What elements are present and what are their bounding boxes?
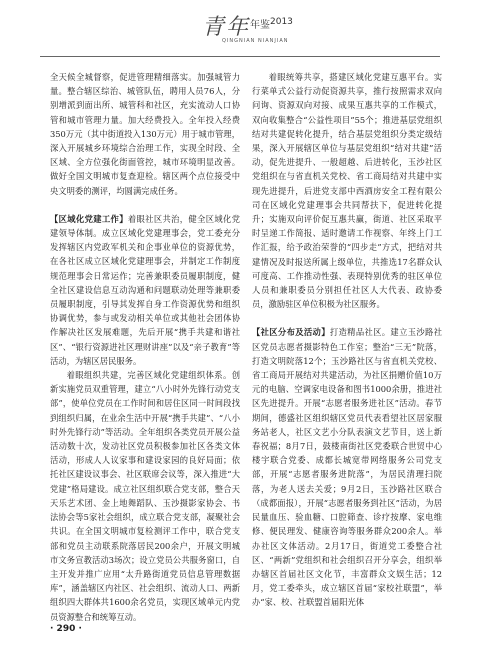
section-title: 【区域化党建工作】 [50, 213, 128, 224]
header-divider [40, 56, 440, 57]
spacer [252, 311, 442, 325]
left-column [50, 70, 240, 624]
page-header [0, 0, 480, 58]
section-title: 【社区分布及活动】 [252, 327, 330, 338]
page-number: · 290 · [50, 624, 82, 634]
paragraph: 着眼统筹共享，搭建区域化党建互惠平台。实行菜单式公益行动促资源共享，推行按照需求双向问询、资源双向对接、成果互惠共享的工作模式，双向收集整合“公益性项目”55个；推进基层党组织结对共建促转化提升，结合基层党组织分类定级结果，深入开展辖区单位与基层党组织“结对共建”活动，促先进提升、一般超越、后进转化，玉沙社区党组织在与省直机关党校、省工商局结对共建中实现先进提升，后进党支部中西酒房安全工程有限公司在区域化党建理事会共同帮扶下，促进转化提升；实施双向评价促互惠共赢，街道、社区采取平时呈递工作简报、适时邀请工作视察、年终上门工作汇报，给予政治荣誉的“四步走”方式，把结对共建情况及时报送所属上级单位，共推选17名群众认可度高、工作推动性强、表现特别优秀的驻区单位人员和兼职委员分别担任社区人大代表、政协委员，激励驻区单位积极为社区服务。 [252, 72, 442, 310]
section-paragraph [50, 212, 240, 368]
spacer [50, 198, 240, 212]
logo-english: QINGNIAN NIANJIAN [222, 38, 289, 44]
logo-title: 青年 [202, 15, 251, 40]
paragraph: 全天候全城督察，促进管理精细落实。加强城管力量。整合辖区综治、城管队伍，聘用人员76人，分别增派到面出所、城管科和社区，充实流动人口协管和城市管理力量。加大经费投入。全年投入经费350万元（其中街道投入130万元）用于城市管理，深入开展城乡环境综合治理工作，实现全时段、全区域、全方位强化街面管控，城市环境明显改善。做好全国文明城市复查迎检。辖区两个点位接受中央文明委的测评，均圆满完成任务。 [50, 72, 240, 196]
logo-suffix: 年鉴 [250, 20, 270, 31]
paragraph: 着眼组织共建，完善区域化党建组织体系。创新实施党员双重管理，建立“八小时外先锋行动党支部”，使单位党员在工作时间和居住区同一时间段找到组织归属，在业余生活中开展“携手共建”、“八小时外先锋行动”等活动。全年组织各类党员开展公益活动数十次，发动社区党员积极参加社区各类文体活动，形成人人议家事和建设家园的良好局面；依托社区建设议事会、社区联席会议等，深入推进“大党建”格局建设。成立社区组织联合党支部，整合天天乐艺术团、金上地舞蹈队、玉沙摄影家协会、书法协会等5家社会组织，成立联合党支部，凝聚社会共识。在全国文明城市复检测评工作中，联合党支部和党员主动联系院落居民200余户，开展文明城市文务宣教活动3场次；设立党员公共服务窗口，自主开发并推广应用“太升路街道党员信息管理数据库”，涵盖辖区内社区、社会组织、流动人口、两新组织四大群体共1600余名党员，实现区域单元内党员资源整合和统筹互动。 [50, 370, 240, 622]
paragraph-text: 打造精品社区。建立玉沙路社区党员志愿者摄影特色工作室；整治“三无”院落，打造文明院落12个；玉沙路社区与省直机关党校、省工商局开展结对共建活动，为社区捐赠价值10万元的电脑、空调家电设备和图书1000余册，推进社区先进提升。开展“志愿者服务进社区”活动。春节期间，德盛社区组织辖区党员代表看望社区居家服务站老人，社区文艺小分队表演文艺节目，送上新春祝福；8月7日，鼓楼南街社区党委联合世贸中心楼宇联合党委、成都长城宽带网络服务公司党支部，开展“志愿者服务进院落”，为居民清理扫院落，为老人送去关爱；9月2日，玉沙路社区联合（成都面报），开展“志愿者服务到社区”活动，为居民量血压、验血糖、口腔筛查、诊疗按摩、家电维修、便民理发、健康咨询等服务群众200余人。举办社区文体活动。2月17日，街道党工委整合社区、“两新”党组织和社会组织召开分享会，组织举办辖区首届社区文化节，丰富群众文娱生活；12月，党工委牵头，成立辖区首届“家校社联盟”，举办“家、校、社联盟首届阳光体 [252, 327, 442, 608]
right-column [252, 70, 442, 610]
logo-year: 2013 [270, 17, 293, 27]
section-paragraph [252, 325, 442, 609]
yearbook-logo [178, 8, 308, 54]
paragraph-text: 着眼社区共治，健全区域化党建领导体制。成立区域化党建理事会，党工委充分发挥辖区内党政军机关和企事业单位的资源优势，在各社区成立区域化党建理事会，并制定工作制度规范理事会日常运作；完善兼职委员履职制度，健全社区建设信息互动沟通和问题联动处理等兼职委员履职制度，引导其发挥自身工作资源优势和组织协调优势，参与或发动相关单位或其他社会团体协作解决社区发展难题，先后开展“携手共建和谐社区”、“银行资源进社区理财讲座”以及“亲子教育”等活动，为辖区居民服务。 [50, 213, 240, 366]
